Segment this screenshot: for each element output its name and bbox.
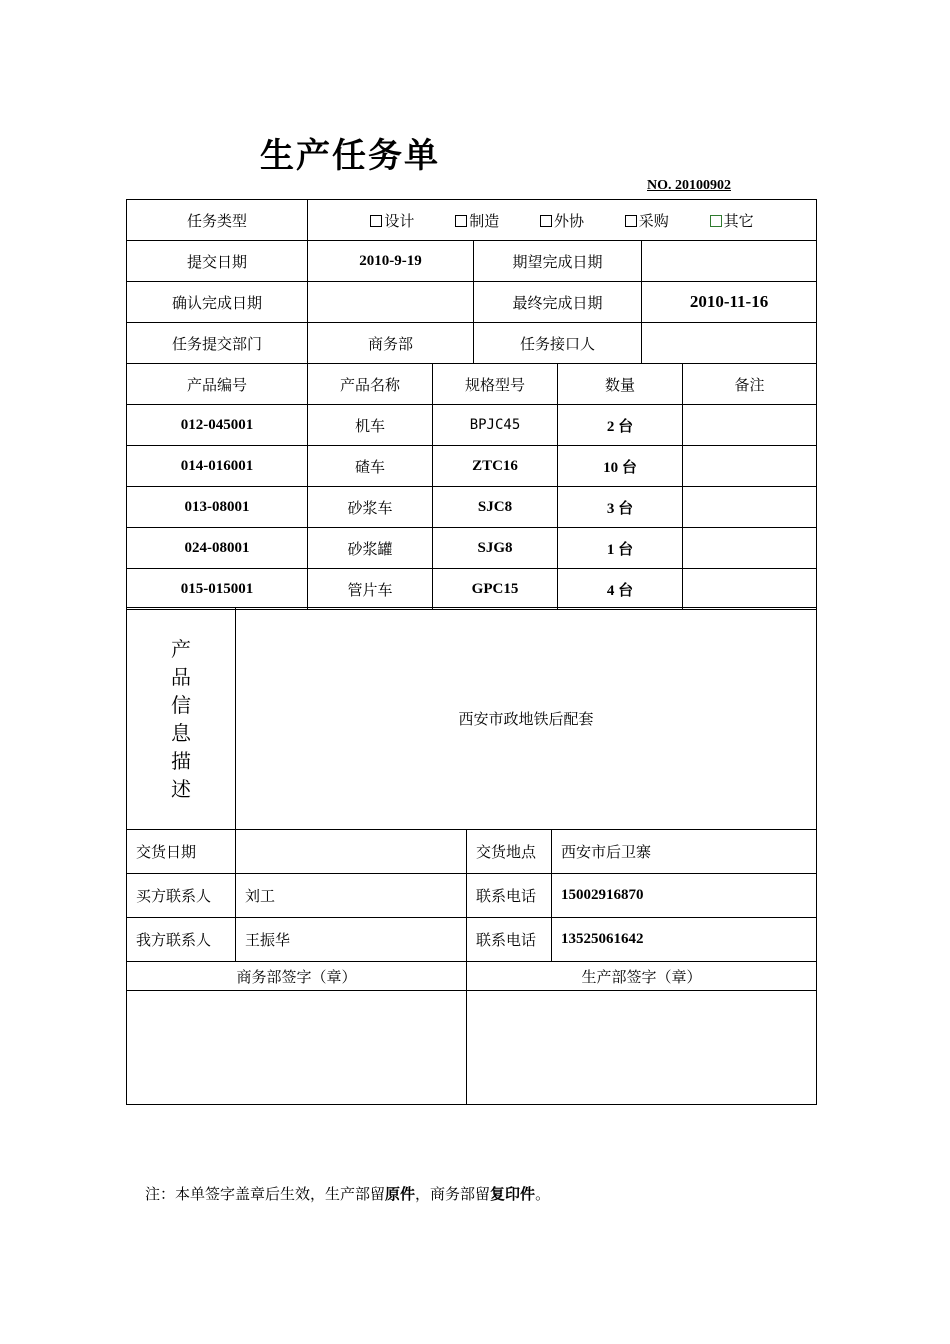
product-header-row xyxy=(127,364,817,405)
product-info-value: 西安市政地铁后配套 xyxy=(236,608,817,830)
product-code: 024-08001 xyxy=(127,528,308,569)
delivery-row xyxy=(127,830,817,874)
our-phone-label: 联系电话 xyxy=(467,918,552,962)
buyer-phone-label: 联系电话 xyxy=(467,874,552,918)
task-type-row xyxy=(127,200,817,241)
option-outsourcing[interactable]: 外协 xyxy=(540,210,584,231)
business-sign-area[interactable] xyxy=(127,991,467,1105)
header-remark: 备注 xyxy=(683,364,817,405)
table-row xyxy=(127,405,817,446)
product-quantity: 3 台 xyxy=(558,487,683,528)
buyer-row xyxy=(127,874,817,918)
submit-date-label: 提交日期 xyxy=(127,241,308,282)
delivery-place-label: 交货地点 xyxy=(467,830,552,874)
sign-header-row xyxy=(127,962,817,991)
our-row xyxy=(127,918,817,962)
table-row xyxy=(127,446,817,487)
confirm-date-value xyxy=(308,282,474,323)
submit-dept-label: 任务提交部门 xyxy=(127,323,308,364)
product-quantity: 2 台 xyxy=(558,405,683,446)
product-name: 管片车 xyxy=(308,569,433,610)
document-number: NO. 20100902 xyxy=(647,178,731,193)
task-contact-value xyxy=(642,323,817,364)
footnote: 注：本单签字盖章后生效，生产部留原件，商务部留复印件。 xyxy=(145,1185,551,1203)
product-code: 014-016001 xyxy=(127,446,308,487)
expected-date-label: 期望完成日期 xyxy=(474,241,642,282)
header-product-name: 产品名称 xyxy=(308,364,433,405)
option-design[interactable]: 设计 xyxy=(370,210,414,231)
product-remark xyxy=(683,487,817,528)
header-quantity: 数量 xyxy=(558,364,683,405)
final-date-value: 2010-11-16 xyxy=(642,282,817,323)
product-code: 012-045001 xyxy=(127,405,308,446)
product-remark xyxy=(683,405,817,446)
delivery-date-label: 交货日期 xyxy=(127,830,236,874)
product-name: 砂浆罐 xyxy=(308,528,433,569)
product-name: 机车 xyxy=(308,405,433,446)
production-sign-area[interactable] xyxy=(467,991,817,1105)
checkbox-icon[interactable] xyxy=(370,215,382,227)
product-name: 碴车 xyxy=(308,446,433,487)
buyer-contact-label: 买方联系人 xyxy=(127,874,236,918)
submit-dept-value: 商务部 xyxy=(308,323,474,364)
checkbox-icon[interactable] xyxy=(540,215,552,227)
delivery-info-table xyxy=(126,607,817,1105)
buyer-phone-value: 15002916870 xyxy=(552,874,817,918)
product-spec: ZTC16 xyxy=(433,446,558,487)
date-row-2 xyxy=(127,282,817,323)
task-type-label: 任务类型 xyxy=(127,200,308,241)
delivery-place-value: 西安市后卫寨 xyxy=(552,830,817,874)
checkbox-icon[interactable] xyxy=(455,215,467,227)
header-product-code: 产品编号 xyxy=(127,364,308,405)
product-name: 砂浆车 xyxy=(308,487,433,528)
submit-date-value: 2010-9-19 xyxy=(308,241,474,282)
product-spec: SJC8 xyxy=(433,487,558,528)
product-info-row xyxy=(127,608,817,830)
buyer-contact-value: 刘工 xyxy=(236,874,467,918)
product-remark xyxy=(683,528,817,569)
product-code: 013-08001 xyxy=(127,487,308,528)
production-sign-label: 生产部签字（章） xyxy=(467,962,817,991)
option-manufacture[interactable]: 制造 xyxy=(455,210,499,231)
product-spec: SJG8 xyxy=(433,528,558,569)
product-remark xyxy=(683,446,817,487)
product-spec: BPJC45 xyxy=(433,405,558,446)
checkbox-icon[interactable] xyxy=(625,215,637,227)
task-type-options xyxy=(308,200,817,241)
our-contact-label: 我方联系人 xyxy=(127,918,236,962)
product-quantity: 10 台 xyxy=(558,446,683,487)
expected-date-value xyxy=(642,241,817,282)
table-row xyxy=(127,569,817,610)
product-quantity: 1 台 xyxy=(558,528,683,569)
page-title: 生产任务单 xyxy=(260,136,440,176)
product-info-label: 产 品 信 息 描 述 xyxy=(127,608,236,830)
task-info-table xyxy=(126,199,817,610)
our-contact-value: 王振华 xyxy=(236,918,467,962)
product-spec: GPC15 xyxy=(433,569,558,610)
table-row xyxy=(127,487,817,528)
option-other[interactable]: 其它 xyxy=(710,210,754,231)
checkbox-icon[interactable] xyxy=(710,215,722,227)
sign-area-row xyxy=(127,991,817,1105)
product-quantity: 4 台 xyxy=(558,569,683,610)
confirm-date-label: 确认完成日期 xyxy=(127,282,308,323)
product-remark xyxy=(683,569,817,610)
final-date-label: 最终完成日期 xyxy=(474,282,642,323)
option-purchase[interactable]: 采购 xyxy=(625,210,669,231)
date-row-1 xyxy=(127,241,817,282)
delivery-date-value xyxy=(236,830,467,874)
business-sign-label: 商务部签字（章） xyxy=(127,962,467,991)
dept-row xyxy=(127,323,817,364)
product-code: 015-015001 xyxy=(127,569,308,610)
table-row xyxy=(127,528,817,569)
our-phone-value: 13525061642 xyxy=(552,918,817,962)
header-spec: 规格型号 xyxy=(433,364,558,405)
task-contact-label: 任务接口人 xyxy=(474,323,642,364)
